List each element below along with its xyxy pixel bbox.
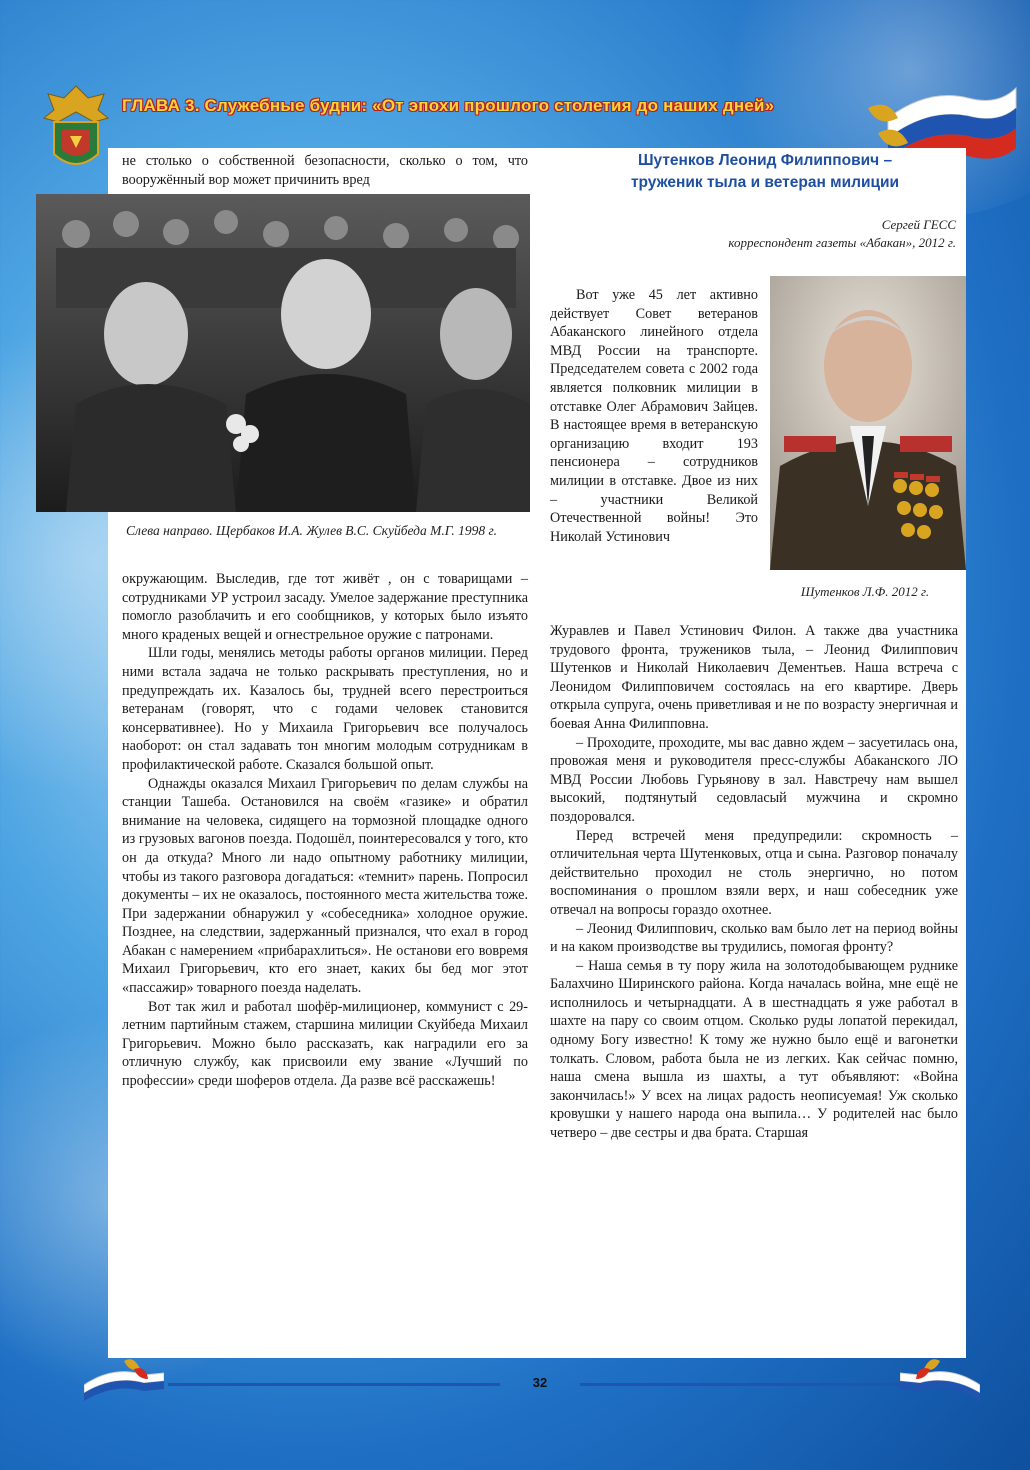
paragraph: окружающим. Выследив, где тот живёт , он с товарищами – сотрудниками УР устроил засаду. Умелое задержание преступника помогло разоблачить и его сообщников, у которых было изъято много краденых вещей и огнестрельное оружие с патронами. xyxy=(122,571,528,643)
paragraph: – Проходите, проходите, мы вас давно ждем – засуетилась она, провожая меня и руководителя пресс-службы Абаканского ЛО МВД России Любовь Гурьянову в зал. Навстречу нам вышел высокий, подтянутый седовласый мужчина и скромно поздоровался. xyxy=(550,734,958,825)
article-title xyxy=(570,150,960,194)
left-column-intro xyxy=(122,152,528,189)
police-emblem-icon xyxy=(40,82,112,178)
page-number: 32 xyxy=(532,1375,548,1390)
article-title-line: Шутенков Леонид Филиппович – xyxy=(637,152,893,169)
paragraph: Перед встречей меня предупредили: скромность – отличительная черта Шутенковых, отца и сына. Разговор поначалу действительно проходил не столь энергично, но потом воспоминания о прошлом взяли верх, и наш собеседник уже отвечал на вопросы гораздо охотнее. xyxy=(550,827,958,918)
article-title-line: труженик тыла и ветеран милиции xyxy=(630,174,900,191)
veteran-portrait-photo xyxy=(770,276,966,570)
paragraph: Однажды оказался Михаил Григорьевич по делам службы на станции Ташеба. Остановился на своём «газике» и обратил внимание на человека, сидящего на тормозной площадке одного из грузовых вагонов поезда. Подошёл, поинтересовался у того, кто он да откуда? Много ли надо опытному работнику милиции, чтобы из такого разговора догадаться: «темнит» парень. Попросил документы – их не оказалось, постоянного места жительства тоже. При задержании обнаружил у «собеседника» холодное оружие. Позднее, на следствии, задержанный признался, что ехал в город Абакан с намерением «прибарахлиться». Не останови его вовремя Михаил Григорьевич, кто его знает, каких бы бед мог этот «пассажир» товарного поезда наделать. xyxy=(122,775,528,997)
portrait-caption: Шутенков Л.Ф. 2012 г. xyxy=(800,584,930,599)
paragraph: – Наша семья в ту пору жила на золотодобывающем руднике Балахчино Ширинского района. Когда началась война, мне ещё не исполнилось и четырнадцати. А в шестнадцать я уже работал в шахте на пару со своим отцом. Сколько руды лопатой перекидал, одному Богу известно! К тому же нужно было ещё и вагонетки толкать. Словом, работа была не из легких. Как сейчас помню, наша смена вышла из шахты, а тут объявляют: «Война закончилась!» У всех на лицах радость неописуемая! Уж сколько кровушки у нашего народа она выпила… У родителей нас было четверо – две сестры и два брата. Старшая xyxy=(550,957,958,1142)
paragraph: Шли годы, менялись методы работы органов милиции. Перед ними встала задача не только раскрывать преступления, но и предупреждать их. Казалось бы, трудней всего перестроиться ветеранам (говорят, что с годами человек становится консервативнее). Но у Михаила Григорьевич все получалось наоборот: он стал задавать тон многим молодым сотрудникам в профилактической работе. Сказался большой опыт. xyxy=(122,645,528,773)
byline xyxy=(620,216,956,252)
chapter-title: ГЛАВА 3. Служебные будни: «От эпохи прошлого столетия до наших дней» xyxy=(122,96,775,115)
paragraph: Вот уже 45 лет активно действует Совет ветеранов Абаканского линейного отдела МВД России на транспорте. Председателем совета с 2002 года является полковник милиции в отставке Олег Абрамович Зайцев. В настоящее время в ветеранскую организацию входит 193 пенсионера – сотрудников милиции в отставке. Двое из них – участники Великой Отечественной войны! Это Николай Устинович xyxy=(550,287,758,545)
group-photo-caption: Слева направо. Щербаков И.А. Жулев В.С. Скуйбеда М.Г. 1998 г. xyxy=(126,523,498,538)
footer-flag-right-icon xyxy=(900,1355,980,1405)
footer-divider xyxy=(168,1383,500,1386)
article-body xyxy=(550,622,958,1143)
author-role: корреспондент газеты «Абакан», 2012 г. xyxy=(728,235,956,250)
paragraph: – Леонид Филиппович, сколько вам было лет на период войны и на каком производстве вы трудились, помогая фронту? xyxy=(550,920,958,956)
left-column-body xyxy=(122,570,528,1091)
article-intro xyxy=(550,286,758,546)
footer-divider xyxy=(580,1383,910,1386)
paragraph: Вот так жил и работал шофёр-милиционер, коммунист с 29-летним партийным стажем, старшина милиции Скуйбеда Михаил Григорьевич. Можно было рассказать, как наградили его за отличную службу, как присвоили ему звание «Лучший по профессии» среди шоферов отдела. Да разве всё расскажешь! xyxy=(122,998,528,1090)
intro-text: не столько о собственной безопасности, сколько о том, что вооружённый вор может причинить вред xyxy=(122,153,528,188)
author-name: Сергей ГЕСС xyxy=(881,217,956,232)
footer-flag-left-icon xyxy=(84,1355,164,1405)
group-photo xyxy=(36,194,530,512)
paragraph: Журавлев и Павел Устинович Филон. А также два участника трудового фронта, тружеников тыла, – Леонид Филиппович Шутенков и Николай Николаевич Дементьев. Наша встреча с Леонидом Филипповичем состоялась на его квартире. Дверь открыла супруга, очень приветливая и не по возрасту энергичная и боевая Анна Филипповна. xyxy=(550,623,958,732)
